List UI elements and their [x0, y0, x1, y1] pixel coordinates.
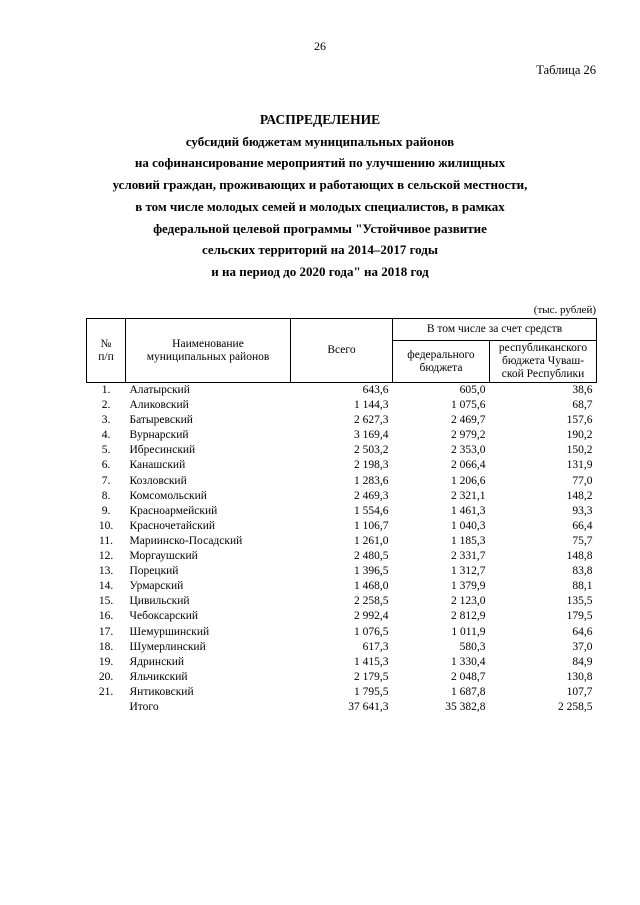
district-name: Красноармейский [129, 504, 218, 517]
header-federal [393, 341, 490, 383]
table-body [87, 383, 597, 716]
republic-value: 2 258,5 [558, 700, 593, 713]
district-name: Ядринский [129, 655, 185, 668]
header-num-line: № [100, 337, 112, 350]
total-value: 2 992,4 [354, 610, 389, 623]
federal-value: 1 312,7 [451, 565, 486, 578]
row-number: 1. [101, 384, 111, 396]
document-title [0, 109, 640, 283]
republic-value: 148,8 [566, 550, 593, 563]
table-row [87, 670, 597, 685]
total-value: 2 469,3 [354, 489, 389, 502]
row-number: 3. [101, 414, 111, 427]
federal-value: 1 185,3 [451, 534, 486, 547]
total-value: 1 144,3 [354, 399, 389, 412]
row-number: 6. [101, 459, 111, 472]
row-number: 7. [101, 474, 111, 487]
header-name-line: муниципальных районов [146, 350, 270, 363]
row-number: 19. [98, 655, 114, 668]
district-name: Итого [129, 700, 159, 713]
federal-value: 1 040,3 [451, 519, 486, 532]
republic-value: 130,8 [566, 670, 593, 683]
total-value: 1 283,6 [354, 474, 389, 487]
republic-value: 157,6 [566, 414, 593, 427]
total-value: 37 641,3 [348, 700, 389, 713]
republic-value: 64,6 [572, 625, 593, 638]
title-line: и на период до 2020 года" на 2018 год [211, 263, 429, 279]
total-row [87, 700, 597, 715]
district-name: Комсомольский [129, 489, 207, 502]
republic-value: 38,6 [572, 384, 593, 396]
republic-value: 68,7 [572, 399, 593, 412]
federal-value: 2 321,1 [451, 489, 486, 502]
row-number: 13. [98, 565, 114, 578]
federal-value: 2 469,7 [451, 414, 486, 427]
republic-value: 66,4 [572, 519, 593, 532]
total-value: 1 396,5 [354, 565, 389, 578]
total-value: 2 258,5 [354, 595, 389, 608]
federal-value: 2 066,4 [451, 459, 486, 472]
row-number [87, 700, 126, 715]
table-row [87, 685, 597, 700]
district-name: Яльчикский [129, 670, 188, 683]
total-value: 3 169,4 [354, 429, 389, 442]
row-number: 4. [101, 429, 111, 442]
title-line: федеральной целевой программы "Устойчивое развитие [153, 220, 487, 236]
district-name: Чебоксарский [129, 610, 199, 623]
table-row [87, 534, 597, 549]
republic-value: 37,0 [572, 640, 593, 653]
federal-value: 1 206,6 [451, 474, 486, 487]
total-value: 1 468,0 [354, 580, 389, 593]
republic-value: 77,0 [572, 474, 593, 487]
district-name: Ибресинский [129, 444, 196, 457]
row-number: 10. [98, 519, 114, 532]
row-number: 8. [101, 489, 111, 502]
row-number: 9. [101, 504, 111, 517]
header-num-line: п/п [98, 350, 114, 363]
row-number: 12. [98, 550, 114, 563]
republic-value: 88,1 [572, 580, 593, 593]
header-including: В том числе за счет средств [393, 319, 597, 341]
table-row [87, 443, 597, 458]
district-name: Порецкий [129, 565, 179, 578]
table-row [87, 609, 597, 624]
table-row [87, 625, 597, 640]
title-line: условий граждан, проживающих и работающих в сельской местности, [112, 177, 528, 193]
total-value: 1 076,5 [354, 625, 389, 638]
district-name: Цивильский [129, 595, 190, 608]
table-header [87, 319, 597, 383]
header-federal-line: бюджета [419, 361, 463, 374]
district-name: Батыревский [129, 414, 193, 427]
header-republic-line: бюджета Чуваш- [501, 355, 585, 367]
total-value: 1 106,7 [354, 519, 389, 532]
table-label: Таблица 26 [536, 63, 596, 77]
district-name: Аликовский [129, 399, 189, 412]
federal-value: 2 353,0 [451, 444, 486, 457]
republic-value: 179,5 [566, 610, 593, 623]
row-number: 18. [98, 640, 114, 653]
republic-value: 84,9 [572, 655, 593, 668]
header-name [126, 319, 291, 383]
federal-value: 1 461,3 [451, 504, 486, 517]
district-name: Мариинско-Посадский [129, 534, 243, 547]
republic-value: 190,2 [566, 429, 593, 442]
total-value: 1 795,5 [354, 685, 389, 698]
republic-value: 135,5 [566, 595, 593, 608]
row-number: 15. [98, 595, 114, 608]
federal-value: 1 379,9 [451, 580, 486, 593]
row-number: 21. [98, 685, 114, 698]
title-line: субсидий бюджетам муниципальных районов [185, 133, 455, 149]
table-row [87, 489, 597, 504]
title-line: на софинансирование мероприятий по улучшению жилищных [134, 155, 506, 171]
table-row [87, 579, 597, 594]
header-total: Всего [291, 319, 393, 383]
row-number: 5. [101, 444, 111, 457]
header-republic-line: ской Республики [501, 368, 585, 380]
row-number: 16. [98, 610, 114, 623]
district-name: Янтиковский [129, 685, 194, 698]
federal-value: 2 123,0 [451, 595, 486, 608]
title-line: в том числе молодых семей и молодых специалистов, в рамках [135, 198, 505, 214]
row-number: 17. [98, 625, 114, 638]
title-main: РАСПРЕДЕЛЕНИЕ [259, 112, 381, 127]
district-name: Шумерлинский [129, 640, 206, 653]
district-name: Козловский [129, 474, 187, 487]
table-row [87, 504, 597, 519]
units-label: (тыс. рублей) [533, 304, 596, 316]
table-row [87, 549, 597, 564]
table-row [87, 655, 597, 670]
federal-value: 2 979,2 [451, 429, 486, 442]
federal-value: 605,0 [459, 384, 486, 396]
district-name: Шемуршинский [129, 625, 210, 638]
row-number: 20. [98, 670, 114, 683]
subsidy-table [86, 318, 597, 715]
page-number: 26 [314, 39, 326, 53]
title-line: сельских территорий на 2014–2017 годы [201, 242, 439, 258]
federal-value: 2 812,9 [451, 610, 486, 623]
table-row [87, 519, 597, 534]
republic-value: 131,9 [566, 459, 593, 472]
header-republic-line: республиканского [498, 342, 588, 354]
table-row [87, 458, 597, 473]
header-num [87, 319, 126, 383]
district-name: Вурнарский [129, 429, 189, 442]
table-row [87, 383, 597, 399]
total-value: 2 480,5 [354, 550, 389, 563]
republic-value: 107,7 [566, 685, 593, 698]
header-name-line: Наименование [172, 337, 244, 350]
federal-value: 2 331,7 [451, 550, 486, 563]
total-value: 1 261,0 [354, 534, 389, 547]
federal-value: 35 382,8 [445, 700, 486, 713]
republic-value: 93,3 [572, 504, 593, 517]
table-row [87, 594, 597, 609]
total-value: 2 198,3 [354, 459, 389, 472]
total-value: 2 503,2 [354, 444, 389, 457]
row-number: 11. [99, 534, 113, 547]
district-name: Моргаушский [129, 550, 198, 563]
table-row [87, 428, 597, 443]
federal-value: 1 075,6 [451, 399, 486, 412]
republic-value: 83,8 [572, 565, 593, 578]
republic-value: 150,2 [566, 444, 593, 457]
table-row [87, 564, 597, 579]
republic-value: 75,7 [572, 534, 593, 547]
federal-value: 1 011,9 [451, 625, 486, 638]
row-number: 2. [101, 399, 111, 412]
total-value: 1 415,3 [354, 655, 389, 668]
federal-value: 1 687,8 [451, 685, 486, 698]
table-row [87, 413, 597, 428]
total-value: 617,3 [362, 640, 389, 653]
federal-value: 2 048,7 [451, 670, 486, 683]
total-value: 1 554,6 [354, 504, 389, 517]
header-republic [490, 341, 597, 383]
table-row [87, 640, 597, 655]
table-row [87, 474, 597, 489]
federal-value: 580,3 [459, 640, 486, 653]
row-number: 14. [98, 580, 114, 593]
republic-value: 148,2 [566, 489, 593, 502]
district-name: Алатырский [129, 384, 190, 396]
total-value: 2 179,5 [354, 670, 389, 683]
total-value: 643,6 [362, 384, 389, 396]
district-name: Урмарский [129, 580, 184, 593]
district-name: Канашский [129, 459, 186, 472]
district-name: Красночетайский [129, 519, 216, 532]
federal-value: 1 330,4 [451, 655, 486, 668]
table-row [87, 398, 597, 413]
header-federal-line: федерального [407, 348, 475, 361]
total-value: 2 627,3 [354, 414, 389, 427]
